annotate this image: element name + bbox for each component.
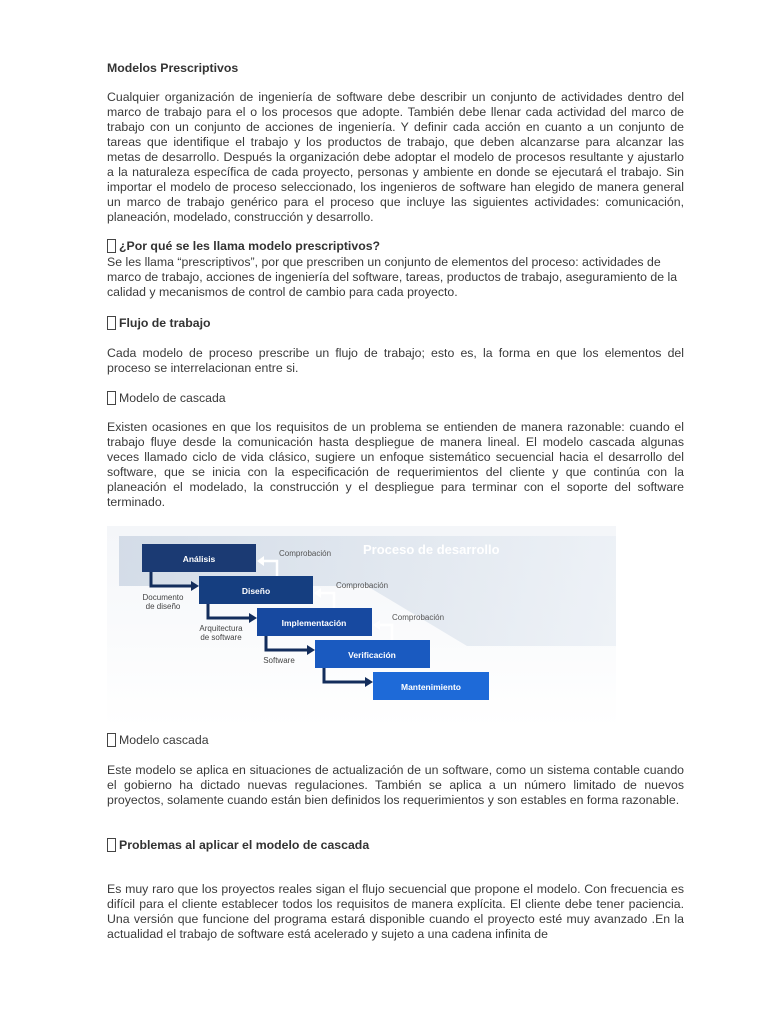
doc-label-line1: Documento — [142, 593, 184, 602]
bullet-box-icon — [107, 391, 116, 405]
stage-diseno-label: Diseño — [241, 586, 271, 596]
workflow-heading — [107, 316, 684, 331]
figure-caption — [107, 733, 684, 748]
problems-heading-text: Problemas al aplicar el modelo de cascada — [119, 838, 370, 852]
feedback-label-3: Comprobación — [392, 613, 445, 622]
cascade-usage-paragraph: Este modelo se aplica en situaciones de actualización de un software, como un sistema contable cuando el gobierno ha dictado nuevas regulaciones. También se aplica a un número limitado de nuevos proyectos, solamente cuando están bien definidos los requerimientos y son estables en forma razonable. — [107, 763, 684, 807]
bullet-box-icon — [107, 316, 116, 330]
intro-paragraph: Cualquier organización de ingeniería de software debe describir un conjunto de actividades dentro del marco de trabajo para el o los procesos que adopte. También debe llenar cada actividad del marco de trabajo con un conjunto de acciones de ingeniería. Y definir cada acción en cuanto a un conjunto de tareas que identifique el trabajo y los productos de trabajo, que deben alcanzarse para alcanzar las metas de desarrollo. Después la organización debe adoptar el modelo de procesos resultante y ajustarlo a la naturaleza específica de cada proyecto, personas y ambiente en donde se ejecutará el trabajo. Sin importar el modelo de proceso seleccionado, los ingenieros de software han elegido de manera general un marco de trabajo genérico para el proceso que incluye las siguientes actividades: comunicación, planeación, modelado, construcción y desarrollo. — [107, 90, 684, 224]
feedback-label-2: Comprobación — [336, 581, 389, 590]
arq-label-line1: Arquitectura — [199, 624, 243, 633]
waterfall-heading — [107, 391, 684, 406]
arq-label-line2: de software — [200, 633, 242, 642]
diagram-title: Proceso de desarrollo — [363, 542, 500, 557]
doc-label-line2: de diseño — [145, 602, 181, 611]
waterfall-paragraph: Existen ocasiones en que los requisitos de un problema se entienden de manera razonable: cuando el trabajo fluye desde la comunicación hasta despliegue de manera lineal. El modelo cascada algunas veces llamado ciclo de vida clásico, sugiere un enfoque sistemático secuencial hacia el desarrollo del software, que se inicia con la especificación de requerimientos del cliente y que continúa con la planeación el modelado, la construcción y el despliegue para terminar con el soporte del software terminado. — [107, 420, 684, 509]
why-prescriptive-heading — [107, 239, 684, 254]
figure-caption-text: Modelo cascada — [119, 733, 209, 747]
bullet-box-icon — [107, 733, 116, 747]
problems-paragraph: Es muy raro que los proyectos reales sigan el flujo secuencial que propone el modelo. Con frecuencia es difícil para el cliente establecer todos los requisitos de manera explícita. El cliente debe tener paciencia. Una versión que funcione del programa estará disponible cuando el proyecto esté muy avanzado .En la actualidad el trabajo de software está acelerado y sujeto a una cadena infinita de — [107, 882, 684, 941]
stage-verificacion-label: Verificación — [348, 650, 396, 660]
why-prescriptive-paragraph: Se les llama “prescriptivos”, por que prescriben un conjunto de elementos del proceso: actividades de marco de trabajo, acciones de ingeniería del software, tareas, productos de trabajo, aseguramiento de la calidad y mecanismos de control de cambio para cada proyecto. — [107, 255, 678, 299]
stage-analisis-label: Análisis — [182, 554, 216, 564]
stage-mantenimiento-label: Mantenimiento — [401, 682, 461, 692]
page-title: Modelos Prescriptivos — [107, 61, 239, 75]
stage-implementacion-label: Implementación — [281, 618, 347, 628]
workflow-heading-text: Flujo de trabajo — [119, 316, 211, 330]
problems-heading — [107, 838, 684, 853]
workflow-paragraph: Cada modelo de proceso prescribe un flujo de trabajo; esto es, la forma en que los elementos del proceso se interrelacionan entre si. — [107, 346, 684, 375]
waterfall-diagram — [107, 526, 616, 728]
waterfall-heading-text: Modelo de cascada — [119, 391, 226, 405]
software-label: Software — [263, 656, 295, 665]
bullet-box-icon — [107, 838, 116, 852]
feedback-label-1: Comprobación — [279, 549, 332, 558]
why-prescriptive-heading-text: ¿Por qué se les llama modelo prescriptivos? — [119, 239, 381, 253]
bullet-box-icon — [107, 239, 116, 253]
